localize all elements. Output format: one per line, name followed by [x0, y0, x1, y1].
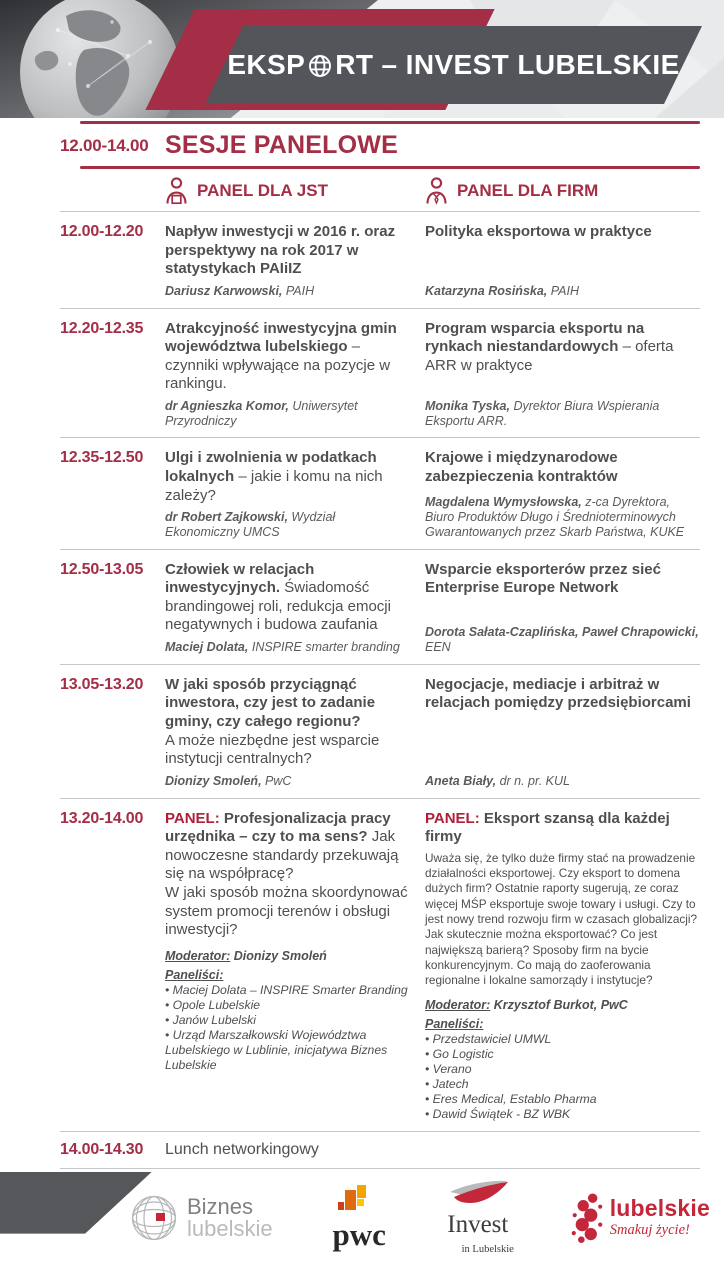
title-emphasis: Eksport szansą dla każdej firmy — [425, 809, 670, 846]
title-emphasis: Profesjonalizacja pracy urzędnika – czy to ma sens? — [165, 809, 391, 846]
person-icon — [165, 177, 188, 204]
section-time: 12.00-14.00 — [60, 135, 149, 155]
title-emphasis: Człowiek w relacjach inwestycyjnych. — [165, 560, 315, 597]
panel-jst-label: PANEL DLA JST — [197, 180, 328, 200]
title-emphasis: Atrakcyjność inwestycyjna gmin województwa lubelskiego — [165, 319, 397, 356]
speaker-name: dr Agnieszka Komor, — [165, 398, 289, 413]
logo-lubelskie — [570, 1191, 710, 1245]
session-firm-cell — [425, 665, 700, 798]
pwc-mosaic-icon — [333, 1185, 369, 1211]
speaker-name: Aneta Biały, — [425, 773, 497, 788]
session-firm-cell — [425, 550, 700, 664]
event-title — [224, 26, 683, 104]
person-tie-icon — [425, 177, 448, 204]
invest-swoosh-icon — [446, 1180, 510, 1206]
panel-label: PANEL: — [425, 809, 480, 827]
moderator-label: Moderator: — [165, 948, 231, 963]
panelist-item: • Verano — [425, 1062, 472, 1077]
session-title — [425, 320, 700, 376]
panel-meta — [425, 995, 700, 1122]
panelist-item: • Urząd Marszałkowski Województwa Lubelskiego w Lublinie, inicjatywa Biznes Lubelskie — [165, 1028, 388, 1072]
moderator-line — [425, 997, 700, 1014]
session-time: 12.20-12.35 — [60, 319, 144, 337]
title-emphasis: Wsparcie eksporterów przez sieć Enterprise Europe Network — [425, 560, 661, 597]
session-jst-cell — [165, 550, 425, 664]
moderator-name: Dionizy Smoleń — [230, 948, 327, 963]
logo-biznes-line1: Biznes — [187, 1194, 254, 1220]
speaker-name: Dionizy Smoleń, — [165, 773, 262, 788]
wireframe-globe-icon — [128, 1192, 180, 1244]
session-row — [60, 549, 700, 664]
panel-title — [425, 810, 700, 847]
agenda-main — [0, 121, 724, 1169]
panelist-item: • Eres Medical, Establo Pharma — [425, 1091, 597, 1106]
panel-jst-cell — [165, 799, 425, 1131]
session-row — [60, 664, 700, 798]
logo-biznes-lubelskie — [128, 1192, 273, 1244]
partner-logos — [128, 1180, 710, 1256]
speaker-line — [425, 769, 700, 789]
speaker-name: dr Robert Zajkowski, — [165, 510, 288, 525]
session-title — [425, 561, 700, 598]
speaker-line — [165, 505, 409, 540]
panelist-item: • Go Logistic — [425, 1047, 494, 1062]
session-title — [425, 223, 700, 242]
panelist-item: • Maciej Dolata – INSPIRE Smarter Branding — [165, 983, 408, 998]
title-emphasis: Napływ inwestycji w 2016 r. oraz perspektywy na rok 2017 w statystykach PAIiIZ — [165, 223, 396, 278]
speaker-org: Uniwersytet Przyrodniczy — [165, 398, 358, 428]
panelist-item: • Przedstawiciel UMWL — [425, 1032, 552, 1047]
speaker-line — [425, 620, 700, 655]
logo-invest-line1: Invest — [447, 1211, 509, 1239]
speaker-org: PwC — [261, 773, 292, 788]
panelists-label: Paneliści: — [165, 967, 224, 982]
speaker-org: z-ca Dyrektora, Biuro Produktów Długo i Średnioterminowych Gwarantowanych przez Skarb Państwa, KUKE — [425, 495, 685, 539]
title-rest: – oferta ARR w praktyce — [425, 338, 674, 374]
session-time: 12.00-12.20 — [60, 223, 144, 240]
speaker-name: Magdalena Wymysłowska, — [425, 495, 582, 510]
session-jst-cell — [165, 665, 425, 798]
session-title — [425, 676, 700, 713]
lunch-label: Lunch networkingowy — [165, 1140, 319, 1158]
title-emphasis: Program wsparcia eksportu na rynkach niestandardowych — [425, 319, 645, 356]
panel-description: Uważa się, że tylko duże firmy stać na prowadzenie działalności eksportowej. Czy eksport to domena dużych firm? Ostatnie raporty sugerują, ze coraz więcej MŚP eksportuje swoje towary i usługi. Czy to jest nowy trend rozwoju firm w czasach globalizacji? Jak skutecznie można eksportować? Co jest największą barierą? Sposoby firm na bycie konkurencyjnym. Co mają do zaoferowania regionalne i lokalne samorządy i instytucje? — [425, 850, 698, 988]
panelist-item: • Opole Lubelskie — [165, 998, 261, 1013]
session-firm-cell — [425, 309, 700, 438]
session-time: 12.35-12.50 — [60, 449, 144, 467]
lunch-row — [60, 1131, 700, 1169]
speaker-line — [425, 279, 700, 299]
globe-icon — [308, 54, 332, 78]
logo-invest-in-lubelskie — [446, 1180, 514, 1256]
session-firm-cell — [425, 438, 700, 548]
speaker-org: Wydział Ekonomiczny UMCS — [165, 510, 336, 539]
panelist-item: • Janów Lubelski — [165, 1013, 256, 1028]
session-row — [60, 211, 700, 308]
session-row — [60, 437, 700, 548]
session-title — [165, 676, 409, 769]
speaker-org: INSPIRE smarter branding — [248, 640, 400, 655]
title-rest: – czynniki wpływające na pozycje w rankingu. — [165, 338, 391, 393]
speaker-line — [165, 769, 409, 789]
speaker-line — [425, 490, 700, 539]
session-firm-cell — [425, 212, 700, 308]
session-time: 13.05-13.20 — [60, 675, 144, 693]
session-jst-cell — [165, 309, 425, 438]
speaker-name: Monika Tyska, — [425, 398, 510, 413]
speaker-org: dr n. pr. KUL — [496, 773, 570, 788]
moderator-line — [165, 948, 409, 965]
panel-label: PANEL: — [165, 809, 220, 827]
speaker-line — [165, 394, 409, 429]
panelist-item: • Jatech — [425, 1077, 469, 1092]
title-emphasis: Krajowe i międzynarodowe zabezpieczenia kontraktów — [425, 449, 618, 485]
session-time: 12.50-13.05 — [60, 560, 144, 578]
session-title — [165, 561, 409, 635]
title-emphasis: Negocjacje, mediacje i arbitraż w relacjach pomiędzy przedsiębiorcami — [425, 675, 691, 712]
speaker-line — [165, 635, 409, 655]
logo-lubelskie-text — [609, 1194, 710, 1239]
session-title — [165, 320, 409, 394]
logo-biznes-text — [187, 1196, 273, 1239]
logo-pwc — [332, 1185, 386, 1253]
logo-invest-line2: in Lubelskie — [461, 1244, 514, 1256]
speaker-name: Dariusz Karwowski, — [165, 283, 283, 298]
title-rest: Świadomość brandingowej roli, redukcja emocji negatywnych i budowa zaufania — [165, 579, 391, 634]
title-emphasis: Ulgi i zwolnienia w podatkach lokalnych — [165, 449, 377, 485]
panel-firm-header — [425, 177, 700, 204]
speaker-org: Dyrektor Biura Wspierania Eksportu ARR. — [425, 398, 660, 428]
speaker-org: PAIH — [547, 283, 580, 298]
event-title-post: RT – INVEST LUBELSKIE — [335, 49, 680, 80]
session-time: 13.20-14.00 — [60, 809, 144, 827]
speaker-line — [165, 279, 409, 299]
panelist-item: • Dawid Świątek - BZ WBK — [425, 1106, 571, 1121]
panel-title — [165, 810, 409, 940]
panel-meta — [165, 946, 409, 1073]
panelists-list — [425, 1032, 700, 1121]
session-title — [165, 449, 409, 505]
session-jst-cell — [165, 438, 425, 548]
speaker-org: EEN — [425, 640, 451, 655]
footer — [0, 1172, 724, 1270]
logo-biznes-line2: lubelskie — [187, 1215, 273, 1241]
logo-lubelskie-line1: lubelskie — [609, 1194, 710, 1221]
title-rest: Jak nowoczesne standardy przekuwają się na współpracę? — [165, 828, 399, 883]
title-rest: – jakie i komu na nich zależy? — [165, 468, 383, 504]
title-emphasis: W jaki sposób przyciągnąć inwestora, czy jest to zadanie gminy, czy całego regionu? — [165, 675, 376, 730]
event-title-pre: EKSP — [227, 49, 306, 80]
title-emphasis: Polityka eksportowa w praktyce — [425, 223, 652, 240]
speaker-org: PAIH — [282, 283, 315, 298]
session-time: 14.00-14.30 — [60, 1140, 144, 1158]
speaker-name: Maciej Dolata, — [165, 640, 249, 655]
panel-firm-cell — [425, 799, 700, 1131]
session-title — [425, 449, 700, 486]
column-headers — [165, 169, 700, 211]
panel-firm-label: PANEL DLA FIRM — [457, 180, 599, 200]
speaker-name: Dorota Sałata-Czaplińska, Paweł Chrapowicki, — [425, 625, 699, 640]
panel-row — [60, 798, 700, 1131]
moderator-name: Krzysztof Burkot, PwC — [490, 997, 628, 1012]
logo-pwc-text: pwc — [332, 1217, 386, 1253]
speaker-name: Katarzyna Rosińska, — [425, 283, 548, 298]
header-banner — [0, 0, 724, 118]
panelists-list — [165, 983, 409, 1072]
session-jst-cell — [165, 212, 425, 308]
title-rest-block: A może niezbędne jest wsparcie instytucji centralnych? — [165, 731, 380, 768]
panelists-label: Paneliści: — [425, 1016, 484, 1031]
section-head — [60, 124, 700, 166]
lubelskie-emblem-icon — [570, 1191, 604, 1245]
session-row — [60, 308, 700, 438]
panel-jst-header — [165, 177, 425, 204]
logo-lubelskie-line2: Smakuj życie! — [609, 1221, 690, 1238]
page-title: SESJE PANELOWE — [165, 131, 398, 159]
session-title — [165, 223, 409, 279]
title-rest-block: W jaki sposób można skoordynować system promocji terenów i obsługi inwestycji? — [165, 883, 408, 939]
speaker-line — [425, 394, 700, 429]
moderator-label: Moderator: — [425, 997, 491, 1012]
